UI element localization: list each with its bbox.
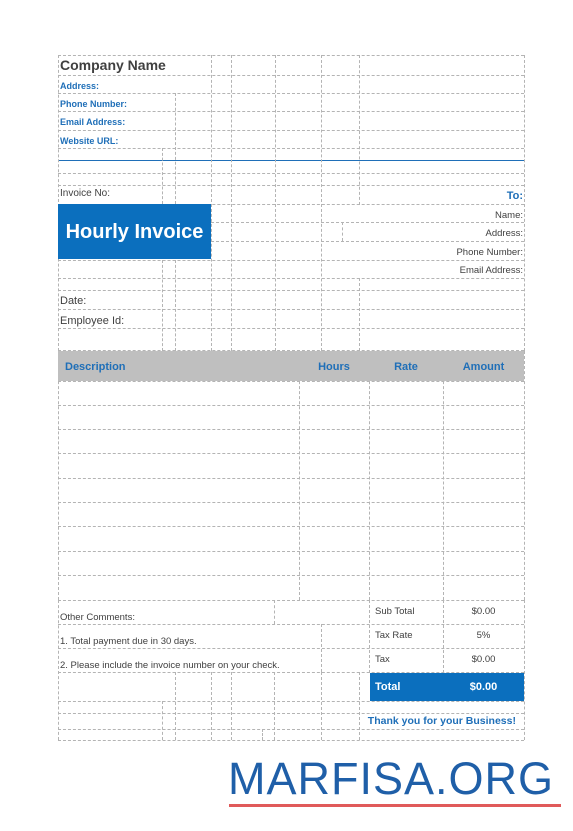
recipient-address-label: Address: <box>485 228 523 239</box>
to-label: To: <box>506 190 523 202</box>
company-email-label: Email Address: <box>60 117 126 127</box>
header-hours: Hours <box>318 361 350 373</box>
table-body <box>58 381 524 600</box>
employee-id-label: Employee Id: <box>60 315 125 327</box>
total-label: Total <box>375 681 401 693</box>
invoice-number-label: Invoice No: <box>60 188 111 199</box>
table-row <box>58 405 524 429</box>
taxrate-value: 5% <box>476 630 491 641</box>
watermark-underline <box>229 804 561 807</box>
table-row <box>58 551 524 575</box>
header-rate: Rate <box>394 361 418 373</box>
comments-title: Other Comments: <box>60 612 135 623</box>
company-address-label: Address: <box>60 81 100 91</box>
header-description: Description <box>65 361 126 373</box>
table-row <box>58 381 524 405</box>
total-box <box>370 673 524 701</box>
table-row <box>58 430 524 454</box>
header-amount: Amount <box>462 361 505 373</box>
recipient-phone-label: Phone Number: <box>456 247 523 258</box>
recipient-email-label: Email Address: <box>459 265 523 276</box>
recipient-name-label: Name: <box>495 210 523 221</box>
subtotal-value: $0.00 <box>471 606 496 617</box>
comment-line-1: 1. Total payment due in 30 days. <box>60 636 197 647</box>
marfisa-watermark: MARFISA.ORG <box>228 753 555 804</box>
tax-value: $0.00 <box>471 654 496 665</box>
invoice-title: Hourly Invoice <box>65 221 204 243</box>
invoice-title-box <box>58 204 211 259</box>
table-row <box>58 576 524 600</box>
company-phone-label: Phone Number: <box>60 99 128 109</box>
table-row <box>58 454 524 478</box>
table-row <box>58 478 524 502</box>
taxrate-label: Tax Rate <box>375 630 413 641</box>
table-row <box>58 527 524 551</box>
date-label: Date: <box>60 295 87 307</box>
table-header <box>58 351 524 381</box>
table-row <box>58 503 524 527</box>
subtotal-label: Sub Total <box>375 606 415 617</box>
total-value: $0.00 <box>469 681 498 693</box>
company-name: Company Name <box>60 57 166 73</box>
company-website-label: Website URL: <box>60 136 119 146</box>
tax-label: Tax <box>375 654 390 665</box>
thank-you-note: Thank you for your Business! <box>367 715 516 727</box>
comment-line-2: 2. Please include the invoice number on your check. <box>60 660 280 671</box>
